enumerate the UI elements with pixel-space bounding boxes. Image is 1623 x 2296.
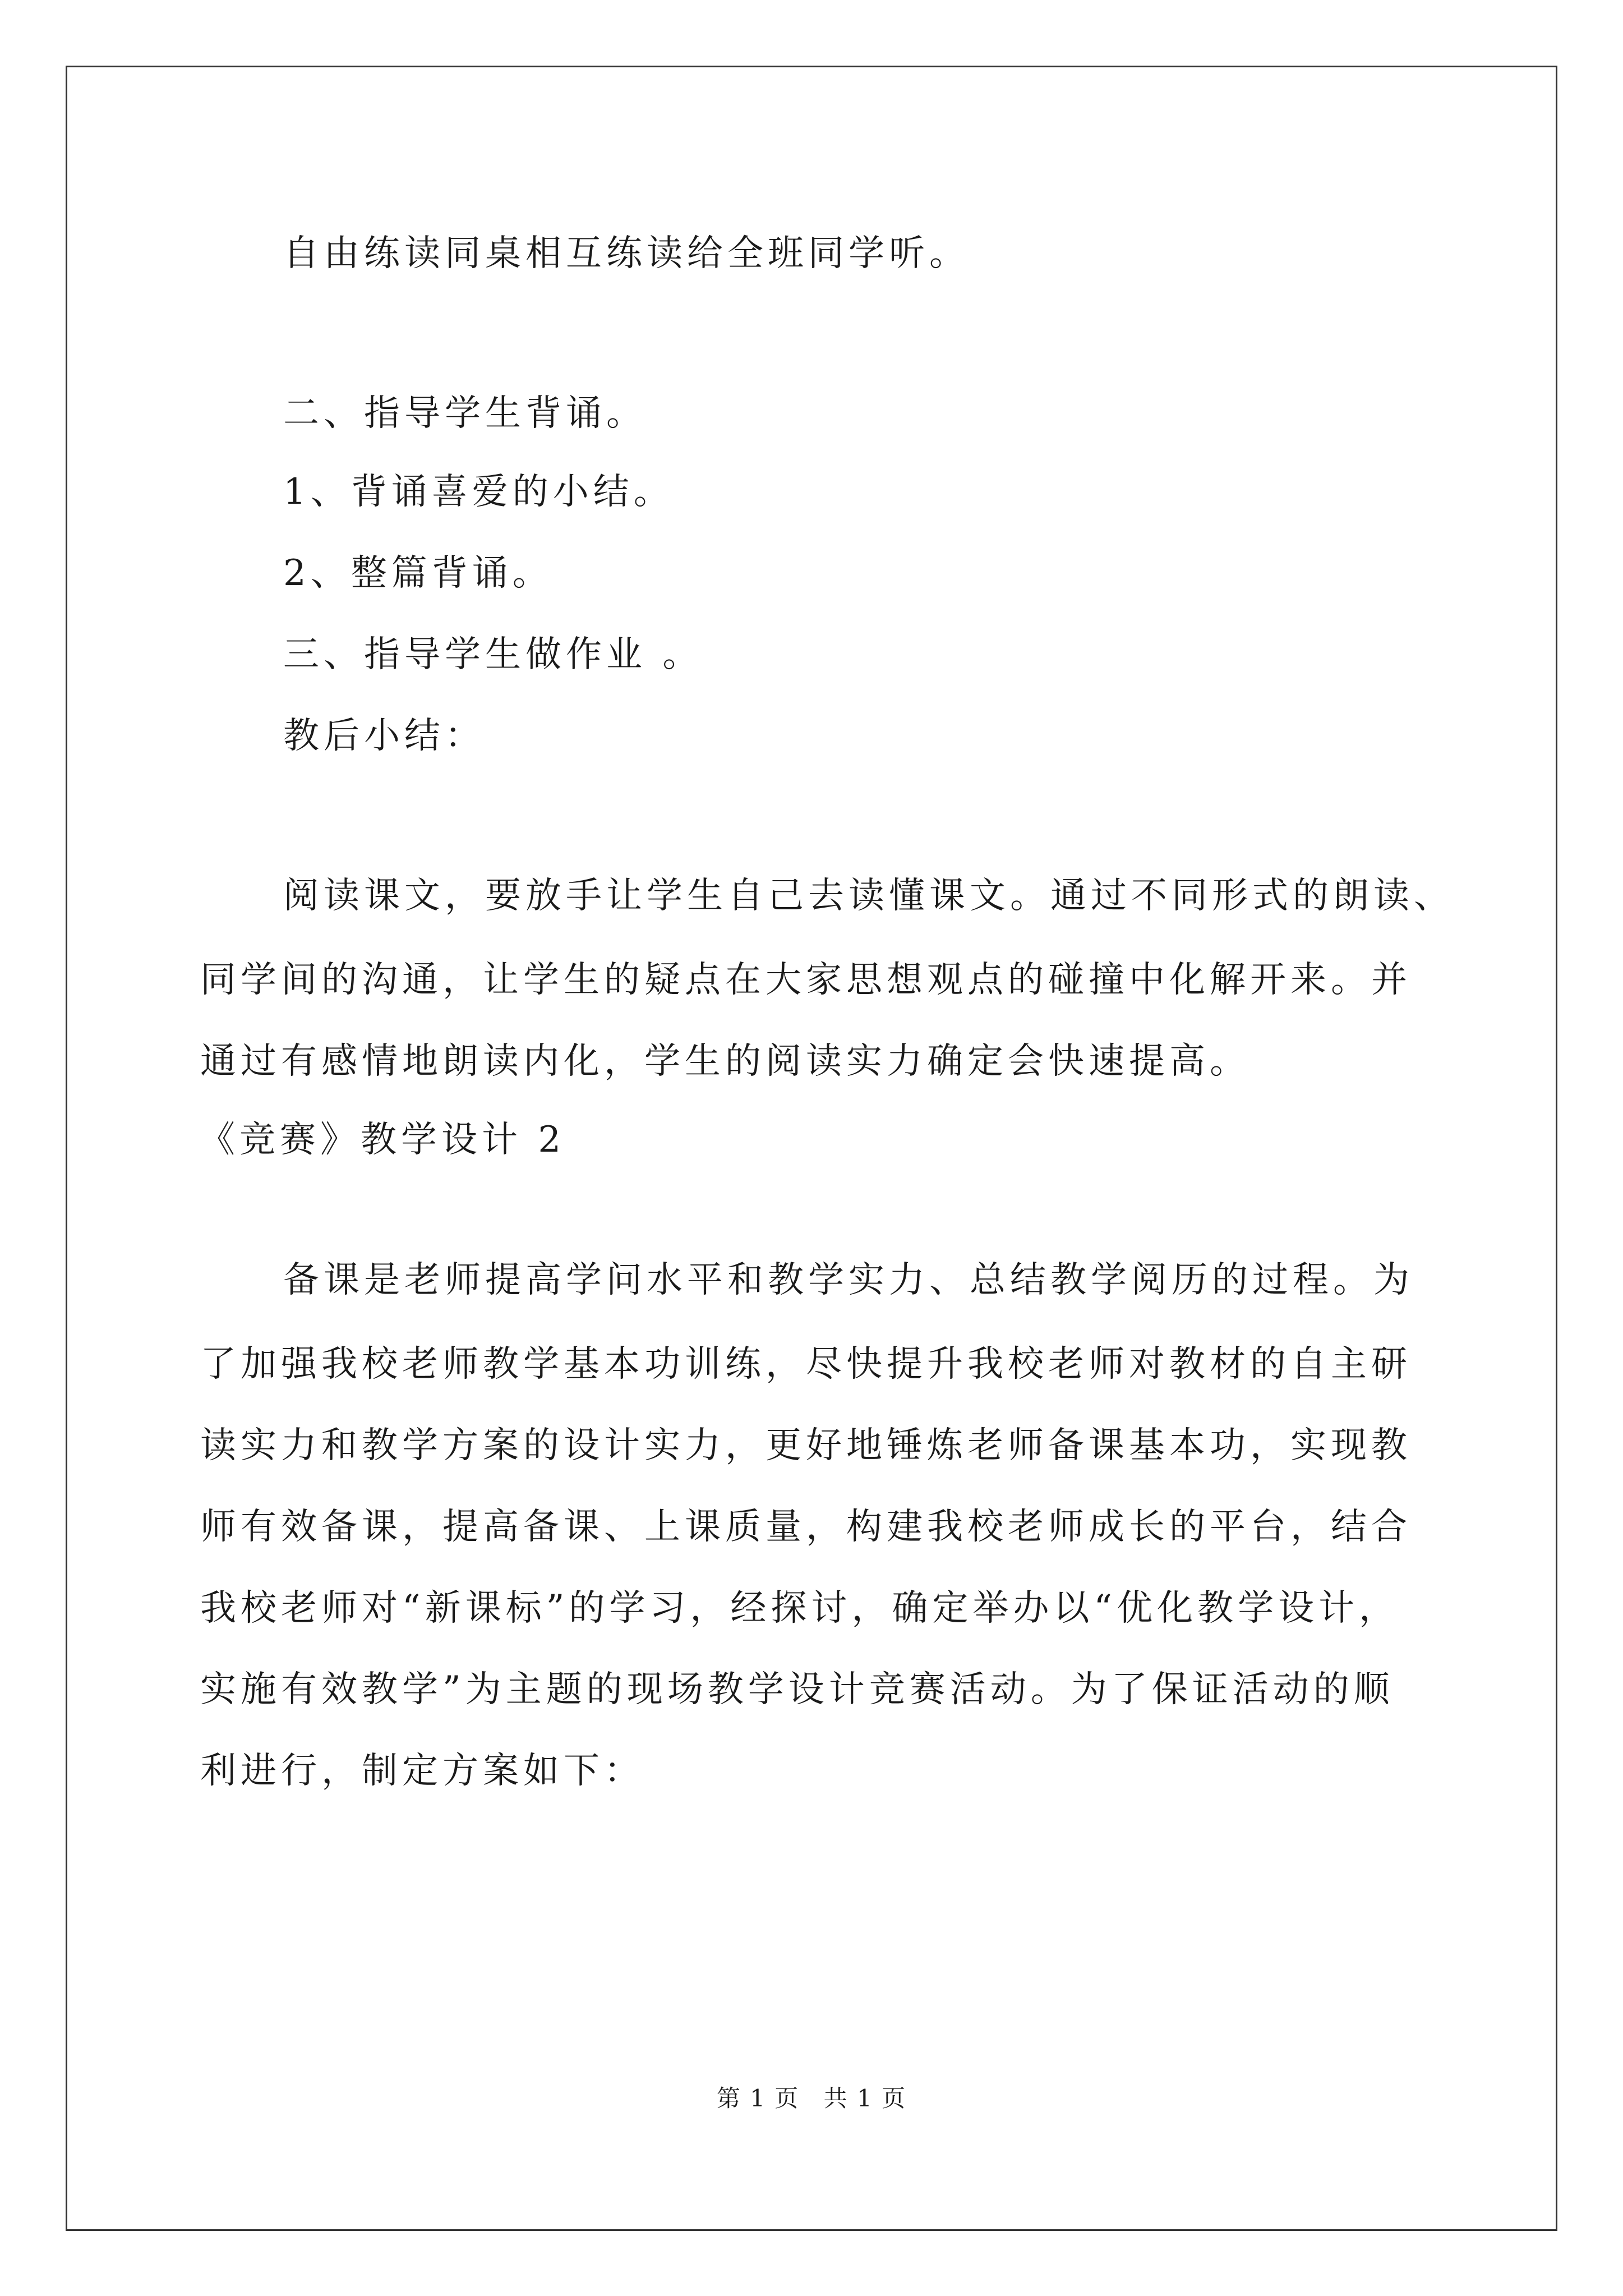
paragraph-item-two: 2、整篇背诵。 <box>283 553 553 594</box>
summary-line: 同学间的沟通，让学生的疑点在大家思想观点的碰撞中化解开来。并 <box>200 959 1412 1001</box>
body-line: 了加强我校老师教学基本功训练，尽快提升我校老师对教材的自主研 <box>200 1343 1412 1385</box>
page-total: 共 1 页 <box>823 2085 907 2112</box>
summary-line: 阅读课文，要放手让学生自己去读懂课文。通过不同形式的朗读、 <box>283 875 1454 917</box>
body-line: 实施有效教学”为主题的现场教学设计竞赛活动。为了保证活动的顺 <box>200 1669 1394 1710</box>
body-line: 师有效备课，提高备课、上课质量，构建我校老师成长的平台，结合 <box>200 1506 1412 1548</box>
paragraph-step-three: 三、指导学生做作业 。 <box>283 634 703 675</box>
body-line: 读实力和教学方案的设计实力，更好地锤炼老师备课基本功，实现教 <box>200 1425 1412 1466</box>
paragraph-item-one: 1、背诵喜爱的小结。 <box>283 471 674 513</box>
page-footer <box>0 2087 1623 2110</box>
page-number: 第 1 页 <box>716 2085 800 2112</box>
paragraph-step-two: 二、指导学生背诵。 <box>283 393 647 434</box>
summary-line: 通过有感情地朗读内化，学生的阅读实力确定会快速提高。 <box>200 1041 1250 1082</box>
body-line: 我校老师对“新课标”的学习，经探讨，确定举办以“优化教学设计， <box>200 1588 1400 1629</box>
paragraph-summary-title: 教后小结： <box>283 715 485 757</box>
section-heading: 《竞赛》教学设计 2 <box>199 1119 566 1161</box>
body-line: 备课是老师提高学问水平和教学实力、总结教学阅历的过程。为 <box>283 1259 1414 1301</box>
body-line: 利进行，制定方案如下： <box>200 1750 644 1792</box>
paragraph-practice: 自由练读同桌相互练读给全班同学听。 <box>283 233 970 274</box>
